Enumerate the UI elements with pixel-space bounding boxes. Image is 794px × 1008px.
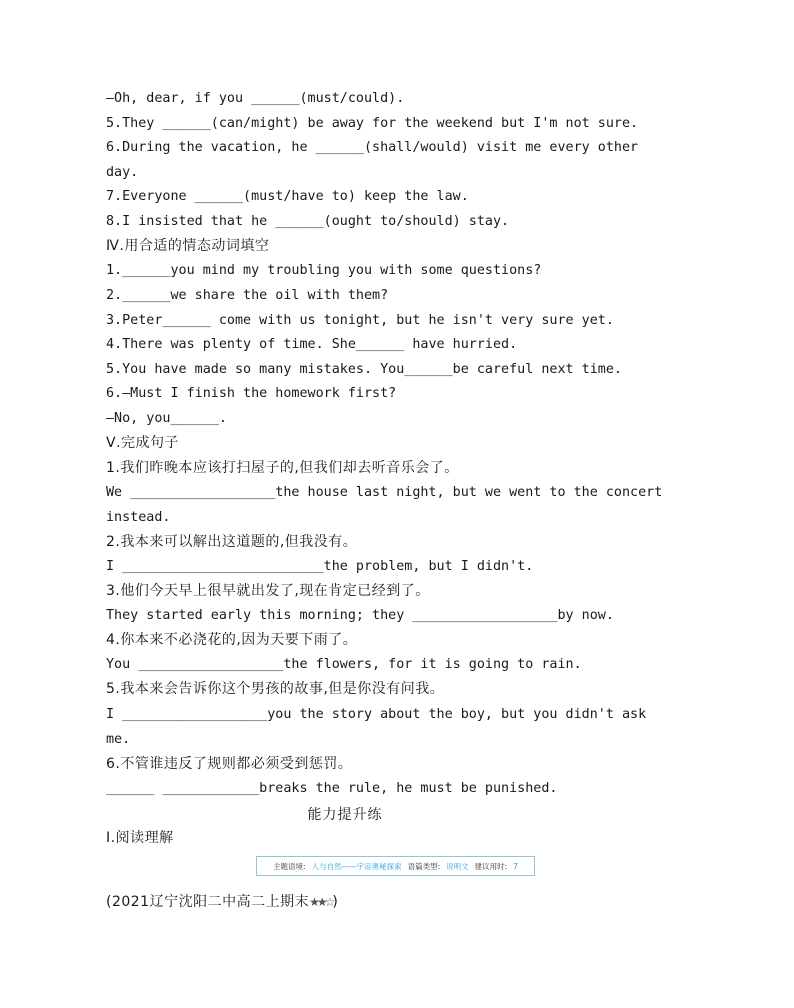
difficulty-star-icon: ★★☆ <box>309 895 333 909</box>
section-title: 能力提升练 <box>307 807 383 823</box>
exercise-line: I _________________________the problem, but I didn't. <box>106 559 534 574</box>
section-heading-i: Ⅰ.阅读理解 <box>106 830 174 846</box>
chinese-prompt: 4.你本来不必浇花的,因为天要下雨了。 <box>106 632 358 648</box>
exercise-line: You __________________the flowers, for it is going to rain. <box>106 657 582 672</box>
chinese-prompt: 6.不管谁违反了规则都必须受到惩罚。 <box>106 756 353 772</box>
exercise-line: 2.______we share the oil with them? <box>106 288 389 303</box>
section-heading-v: Ⅴ.完成句子 <box>106 435 180 451</box>
exercise-line: 5.They ______(can/might) be away for the weekend but I'm not sure. <box>106 116 639 131</box>
chinese-prompt: 3.他们今天早上很早就出发了,现在肯定已经到了。 <box>106 583 430 599</box>
genre-value: 说明文 <box>446 861 469 871</box>
time-value: 7 <box>513 861 518 871</box>
chinese-prompt: 5.我本来会告诉你这个男孩的故事,但是你没有问我。 <box>106 681 445 697</box>
exercise-line: 3.Peter______ come with us tonight, but he isn't very sure yet. <box>106 313 614 328</box>
genre-label: 语篇类型: <box>407 861 441 871</box>
exercise-line: me. <box>106 732 131 747</box>
exercise-line: instead. <box>106 510 171 525</box>
theme-label: 主题语境: <box>273 861 306 871</box>
source-citation <box>106 893 338 911</box>
exercise-line: 6.—Must I finish the homework first? <box>106 386 397 401</box>
exercise-line: 7.Everyone ______(must/have to) keep the law. <box>106 189 469 204</box>
exercise-line: I __________________you the story about the boy, but you didn't ask <box>106 707 647 722</box>
exercise-line: We __________________the house last night, but we went to the concert <box>106 485 663 500</box>
exercise-line: —Oh, dear, if you ______(must/could). <box>106 91 405 106</box>
chinese-prompt: 1.我们昨晚本应该打扫屋子的,但我们却去听音乐会了。 <box>106 460 459 476</box>
exercise-line: 1.______you mind my troubling you with some questions? <box>106 263 542 278</box>
theme-value: 人与自然——宇宙奥秘探索 <box>311 861 402 871</box>
exercise-line: They started early this morning; they __________________by now. <box>106 608 614 623</box>
topic-info-box <box>256 856 535 876</box>
exercise-line: 5.You have made so many mistakes. You______be careful next time. <box>106 362 622 377</box>
source-text: (2021辽宁沈阳二中高二上期末 <box>106 894 310 910</box>
time-label: 建议用时: <box>474 861 508 871</box>
exercise-line: —No, you______. <box>106 411 227 426</box>
exercise-line: 6.During the vacation, he ______(shall/would) visit me every other <box>106 140 639 155</box>
exercise-line: ______ ____________breaks the rule, he must be punished. <box>106 781 558 796</box>
section-heading-iv: Ⅳ.用合适的情态动词填空 <box>106 238 270 254</box>
chinese-prompt: 2.我本来可以解出这道题的,但我没有。 <box>106 534 358 550</box>
exercise-line: 4.There was plenty of time. She______ have hurried. <box>106 337 518 352</box>
exercise-line: day. <box>106 165 139 180</box>
exercise-line: 8.I insisted that he ______(ought to/should) stay. <box>106 214 510 229</box>
closing-paren: ) <box>332 894 339 910</box>
